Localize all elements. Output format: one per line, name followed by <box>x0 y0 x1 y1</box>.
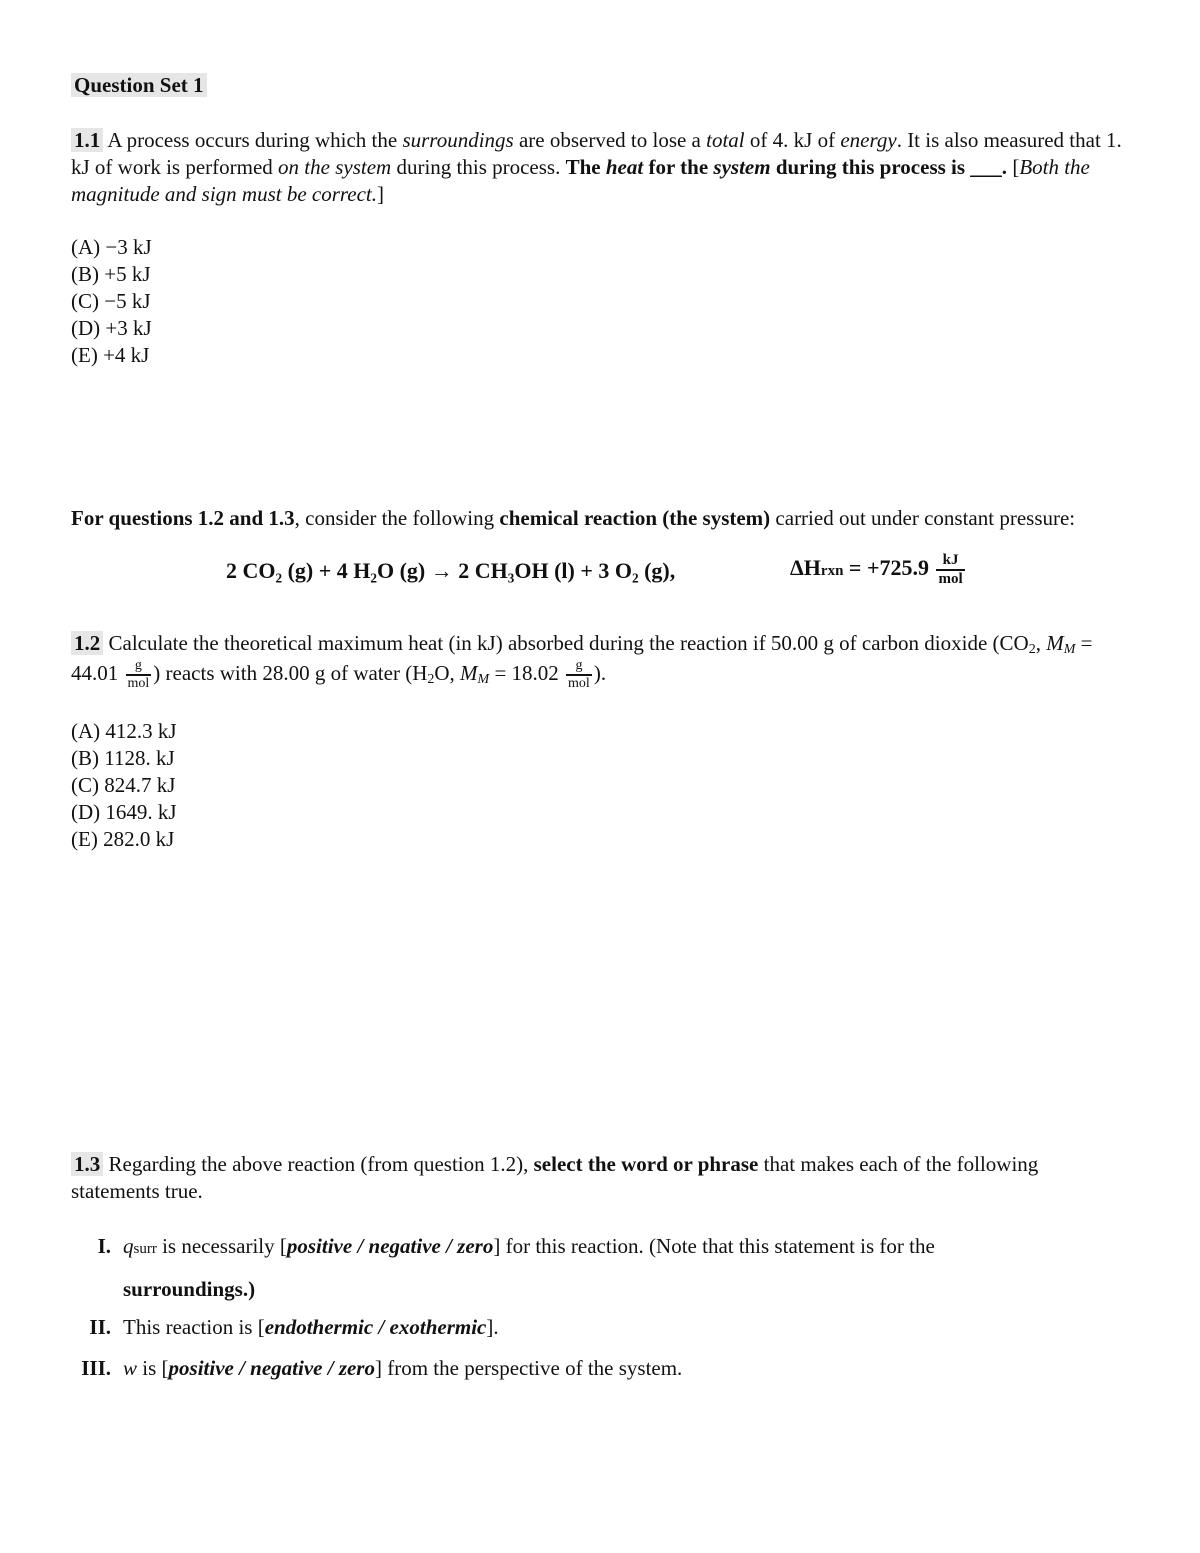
options-1-2 <box>71 718 1131 853</box>
option-d[interactable]: (D) 1649. kJ <box>71 800 177 824</box>
option-e[interactable]: (E) +4 kJ <box>71 343 150 367</box>
chemical-equation: 2 CO₂ (g) + 4 H₂O (g) → 2 CH₃OH (l) + 3 O₂ (g), <box>226 558 676 583</box>
reaction-intro: For questions 1.2 and 1.3, consider the following chemical reaction (the system) carried out under constant pressure: <box>71 506 1076 530</box>
option-d[interactable]: (D) +3 kJ <box>71 316 152 340</box>
question-number: 1.1 <box>71 128 103 152</box>
option-a[interactable]: (A) 412.3 kJ <box>71 719 177 743</box>
question-number: 1.2 <box>71 631 103 655</box>
option-a[interactable]: (A) −3 kJ <box>71 235 152 259</box>
option-c[interactable]: (C) 824.7 kJ <box>71 773 176 797</box>
unit-fraction: $\frac{g}{\text{mol}}$ <box>127 658 150 692</box>
option-b[interactable]: (B) 1128. kJ <box>71 746 175 770</box>
enthalpy-of-reaction: ΔHrxn = +725.9 $\frac{kJ}{\text{mol}}$ <box>790 552 963 587</box>
page-title: Question Set 1 <box>71 72 1131 99</box>
option-c[interactable]: (C) −5 kJ <box>71 289 151 313</box>
question-1-1: 1.1 A process occurs during which the surroundings are observed to lose a total of 4. kJ of energy. It is also measured that 1. kJ of work is performed on the system during this process. The heat for the system during this process is ___. [Both the magnitude and sign must be correct.] <box>71 128 1122 206</box>
question-number: 1.3 <box>71 1152 103 1176</box>
unit-fraction: $\frac{g}{\text{mol}}$ <box>568 658 590 692</box>
option-e[interactable]: (E) 282.0 kJ <box>71 827 175 851</box>
question-1-3: 1.3 Regarding the above reaction (from question 1.2), select the word or phrase that makes each of the following statements true. <box>71 1152 1039 1203</box>
unit-fraction: $\frac{kJ}{\text{mol}}$ <box>938 552 963 587</box>
question-1-2: 1.2 Calculate the theoretical maximum heat (in kJ) absorbed during the reaction if 50.00 g of carbon dioxide ($CO_2$, $M_M = 44.01$ $\frac{g}{\text{mol}}$ ) reacts with 28.00 g of water ($H_2O$, $M_M = 18.02$ $\frac{g}{\text{mol}}$ ). <box>71 631 1093 692</box>
options-1-1 <box>71 234 1131 369</box>
option-b[interactable]: (B) +5 kJ <box>71 262 151 286</box>
